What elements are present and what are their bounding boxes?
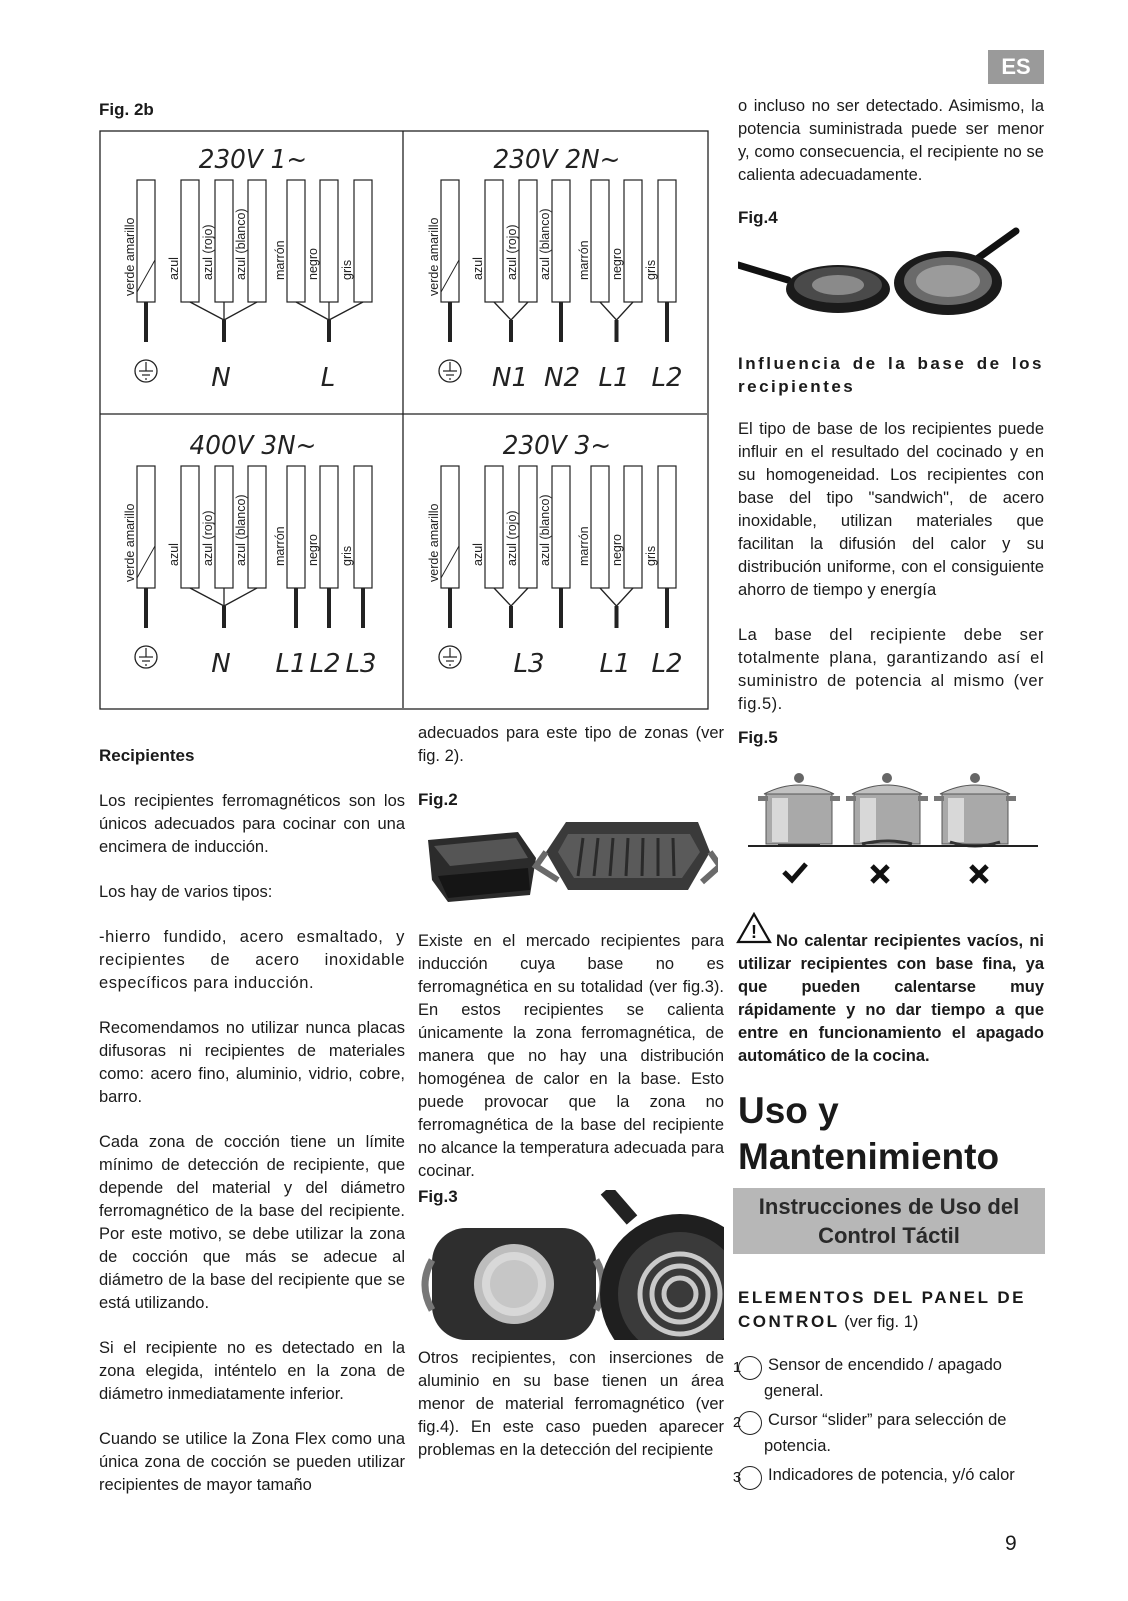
wire-label: azul (blanco) xyxy=(538,494,552,566)
paragraph: Recomendamos no utilizar nunca placas difusoras ni recipientes de materiales como: acero fino, aluminio, vidrio, cobre, barro. xyxy=(99,1019,405,1106)
wire-label: azul (rojo) xyxy=(201,510,215,566)
list-item xyxy=(732,1354,1044,1403)
wire-label: azul (rojo) xyxy=(505,510,519,566)
cross-icon xyxy=(872,866,888,882)
list-item-text: Indicadores de potencia, y/ó calor xyxy=(768,1466,1015,1484)
wire-label: azul (rojo) xyxy=(201,224,215,280)
col2-intro: adecuados para este tipo de zonas (ver fig. 2). xyxy=(418,724,724,765)
fig3-image xyxy=(418,1190,724,1340)
language-badge: ES xyxy=(988,50,1044,84)
wire-label: negro xyxy=(306,248,320,280)
wiring-panel xyxy=(427,143,683,393)
fig2-image xyxy=(418,810,718,920)
wire-label: azul (blanco) xyxy=(234,494,248,566)
wire-label: marrón xyxy=(273,240,287,280)
wiring-panel xyxy=(123,143,372,393)
cross-icon xyxy=(971,866,987,882)
fig2-title: Fig.2 xyxy=(418,790,458,809)
wire-label: verde amarillo xyxy=(427,503,441,582)
influence-heading: Influencia de la base de los recipientes xyxy=(738,354,1044,396)
wire-label: azul xyxy=(471,543,485,566)
wiring-panel xyxy=(123,429,377,679)
wire-label: marrón xyxy=(577,526,591,566)
wire-label: azul (blanco) xyxy=(538,208,552,280)
wire-label: gris xyxy=(340,545,354,566)
wire-label: negro xyxy=(610,248,624,280)
recipientes-heading: Recipientes xyxy=(99,746,195,765)
voltage-label: 230V 3~ xyxy=(502,429,612,461)
wiring-diagram xyxy=(99,130,709,710)
col2-text: Existe en el mercado recipientes para inducción cuya base no es ferromagnética en su totalidad (ver fig.3). En estos recipientes se calienta únicamente la zona ferromagnética, de manera que no hay una distribución homogénea de calor en la base. Esto puede provocar que la zona no ferromagnética de la base del recipiente no alcance la temperatura adecuada para cocinar. xyxy=(418,932,724,1180)
paragraph: La base del recipiente debe ser totalmente plana, garantizando así el suministro de potencia al mismo (ver fig.5). xyxy=(738,626,1044,713)
wire-label: negro xyxy=(610,534,624,566)
number-badge: 2 xyxy=(738,1411,762,1435)
wire-label: marrón xyxy=(273,526,287,566)
wire-label: azul xyxy=(471,257,485,280)
list-item xyxy=(732,1409,1044,1458)
panel-heading-ref: (ver fig. 1) xyxy=(839,1313,919,1331)
fig4-image xyxy=(738,225,1038,320)
fig3-title: Fig.3 xyxy=(418,1187,458,1206)
wire-label: marrón xyxy=(577,240,591,280)
col3-text xyxy=(738,418,1044,738)
paragraph: Si el recipiente no es detectado en la zona elegida, inténtelo en la zona de diámetro inmediatamente inferior. xyxy=(99,1339,405,1403)
paragraph: Los hay de varios tipos: xyxy=(99,883,273,901)
list-item xyxy=(732,1464,1044,1490)
terminal-label: N xyxy=(211,649,231,679)
wire-label: azul xyxy=(167,257,181,280)
instructions-box: Instrucciones de Uso del Control Táctil xyxy=(733,1188,1045,1254)
wire-label: verde amarillo xyxy=(123,217,137,296)
voltage-label: 400V 3N~ xyxy=(189,429,317,461)
paragraph: -hierro fundido, acero esmaltado, y recipientes de acero inoxidable específicos para inducción. xyxy=(99,928,405,992)
fig5-title: Fig.5 xyxy=(738,728,778,747)
wire-label: verde amarillo xyxy=(123,503,137,582)
wiring-panel xyxy=(427,429,683,679)
fig5-image xyxy=(748,770,1038,900)
wire-label: gris xyxy=(644,259,658,280)
terminal-label: L2 xyxy=(309,649,341,679)
warning-text: No calentar recipientes vacíos, ni utilizar recipientes con base fina, ya que pueden calentarse muy rápidamente y no dar tiempo a que entre en funcionamiento el apagado automático de la cocina. xyxy=(738,932,1044,1065)
number-badge: 3 xyxy=(738,1466,762,1490)
section-title-line1: Uso y xyxy=(738,1090,839,1131)
section-title-line2: Mantenimiento xyxy=(738,1136,1000,1177)
terminal-label: L xyxy=(320,363,336,393)
voltage-label: 230V 1~ xyxy=(198,143,308,175)
terminal-label: L2 xyxy=(651,649,683,679)
terminal-label: L1 xyxy=(598,363,630,393)
paragraph: El tipo de base de los recipientes puede influir en el resultado del cocinado y en su homogeneidad. Los recipientes con base del tipo "sandwich", de acero inoxidable, utilizan materiales que facilitan la difusión del calor y su distribución uniforme, con el consiguiente ahorro de tiempo y energía xyxy=(738,420,1044,599)
panel-heading xyxy=(738,1286,1044,1334)
list-item-text: Cursor “slider” para selección de potencia. xyxy=(764,1411,1007,1455)
wire-label: gris xyxy=(340,259,354,280)
terminal-label: L1 xyxy=(275,649,307,679)
wire-label: azul (blanco) xyxy=(234,208,248,280)
number-badge: 1 xyxy=(738,1356,762,1380)
list-item-text: Sensor de encendido / apagado general. xyxy=(764,1356,1002,1400)
fig4-title: Fig.4 xyxy=(738,208,778,227)
terminal-label: N2 xyxy=(544,363,580,393)
terminal-label: N1 xyxy=(492,363,528,393)
voltage-label: 230V 2N~ xyxy=(493,143,621,175)
terminal-label: L3 xyxy=(513,649,545,679)
check-icon xyxy=(784,864,806,880)
terminal-label: L1 xyxy=(599,649,631,679)
fig2b-title: Fig. 2b xyxy=(99,100,154,119)
paragraph: Cuando se utilice la Zona Flex como una única zona de cocción se pueden utilizar recipientes de mayor tamaño xyxy=(99,1430,405,1494)
panel-heading-bold: ELEMENTOS DEL PANEL DE CONTROL xyxy=(738,1288,1027,1331)
wire-label: verde amarillo xyxy=(427,217,441,296)
page-number: 9 xyxy=(1005,1532,1017,1555)
terminal-label: L3 xyxy=(345,649,377,679)
section-title xyxy=(738,1088,1044,1180)
wire-label: azul xyxy=(167,543,181,566)
terminal-label: N xyxy=(211,363,231,393)
terminal-label: L2 xyxy=(651,363,683,393)
paragraph: Los recipientes ferromagnéticos son los únicos adecuados para cocinar con una encimera de inducción. xyxy=(99,792,405,856)
col2-text-2: Otros recipientes, con inserciones de aluminio en su base tienen un área menor de material ferromagnético (ver fig.4). En este caso pueden aparecer problemas en la detección del recipiente xyxy=(418,1349,724,1459)
col3-intro: o incluso no ser detectado. Asimismo, la potencia suministrada puede ser menor y, como consecuencia, el recipiente no se calienta adecuadamente. xyxy=(738,97,1044,184)
paragraph: Cada zona de cocción tiene un límite mínimo de detección de recipiente, que depende del material y del diámetro ferromagnético de la base del recipiente. Por este motivo, se debe utilizar la zona de cocción que más se adecue al diámetro de la base del recipiente que se está utilizando. xyxy=(99,1133,405,1312)
wire-label: azul (rojo) xyxy=(505,224,519,280)
control-elements-list xyxy=(732,1354,1044,1490)
svg-text:!: ! xyxy=(751,922,757,942)
wire-label: gris xyxy=(644,545,658,566)
col1-text xyxy=(99,790,405,1519)
wire-label: negro xyxy=(306,534,320,566)
